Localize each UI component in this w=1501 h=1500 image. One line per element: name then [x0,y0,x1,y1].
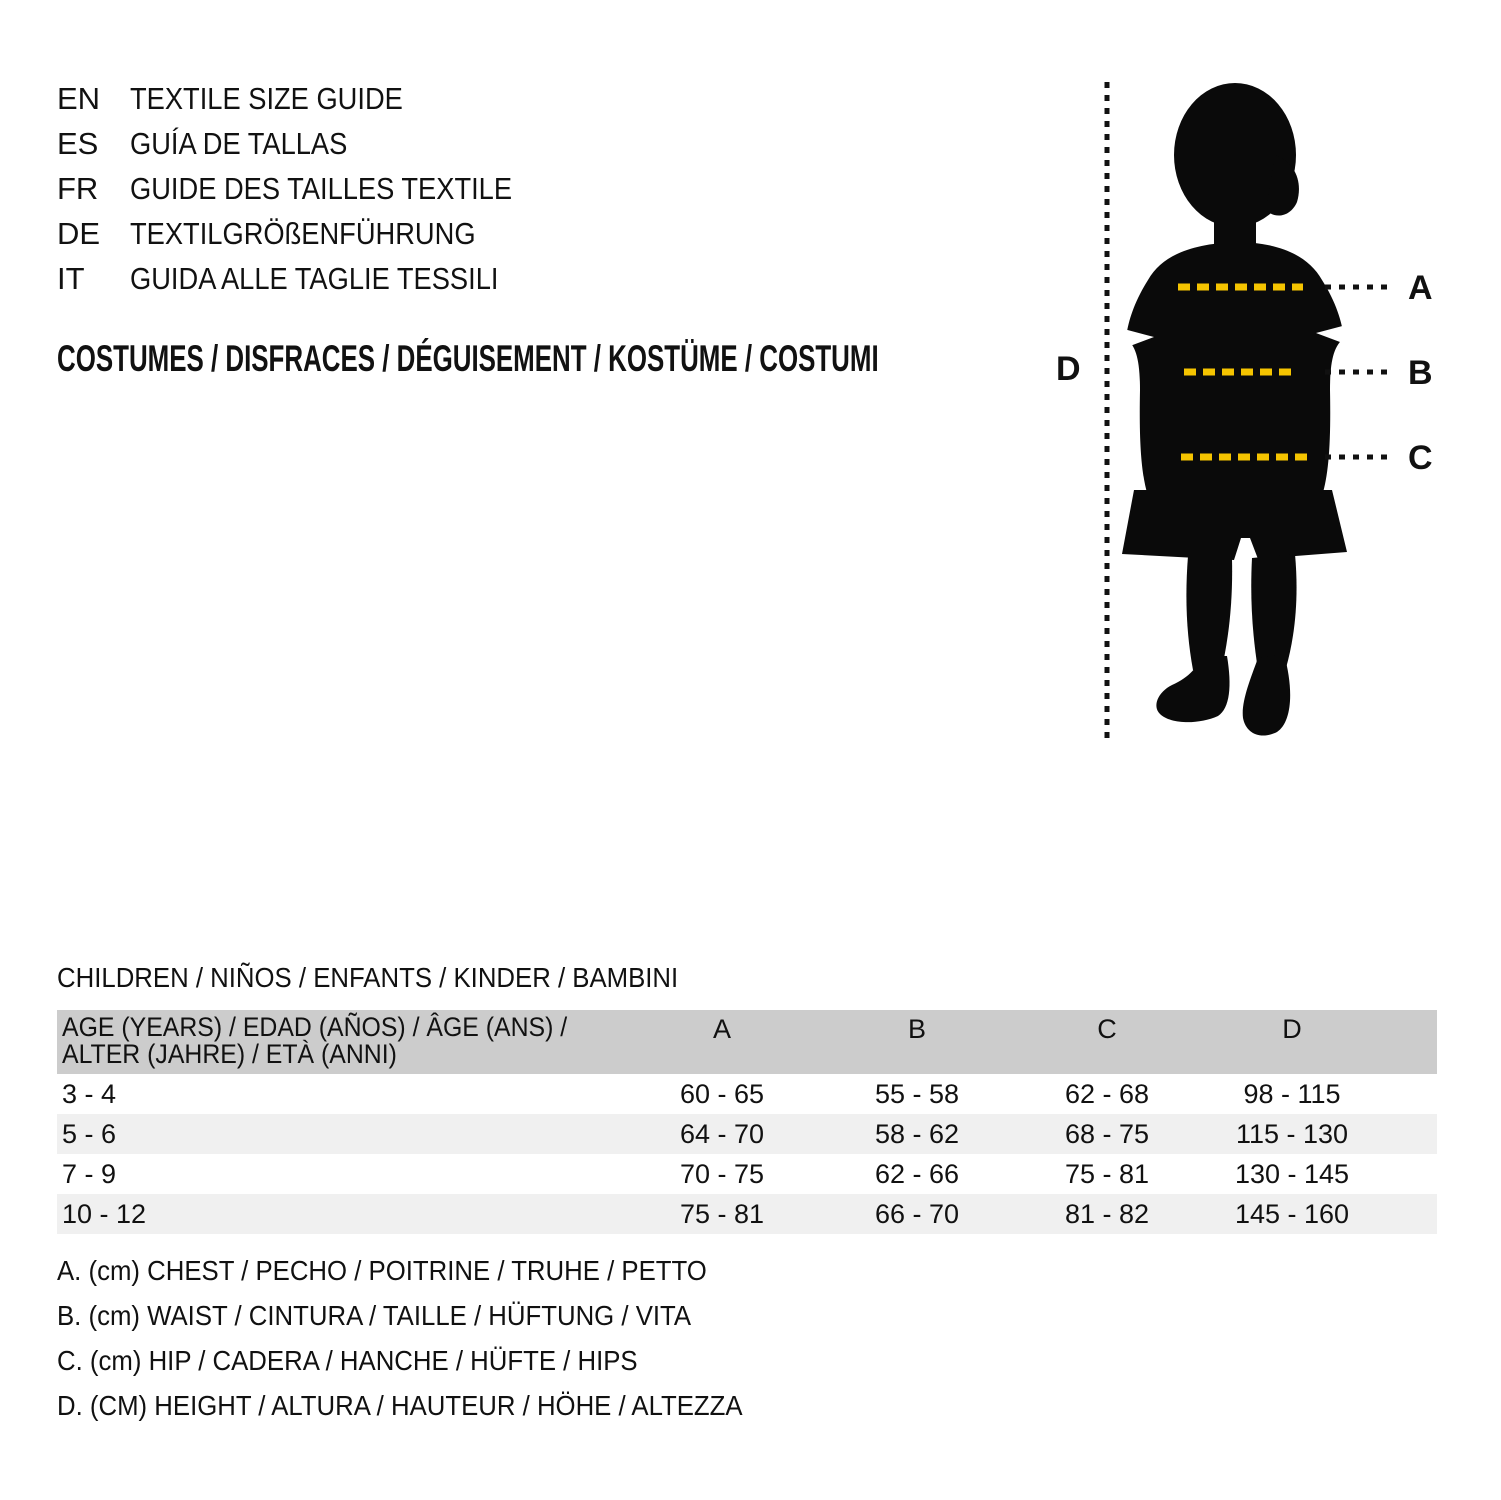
table-title [57,962,732,994]
column-header-c: C [1012,1010,1202,1074]
language-code-fr: FR [57,170,99,206]
chest-cell: 70 - 75 [679,1158,765,1189]
legend-row-height [57,1383,802,1428]
language-label-es: GUÍA DE TALLAS [130,125,348,161]
hip-label-c: C [1408,439,1433,477]
waist-cell: 66 - 70 [822,1194,1012,1234]
legend-hip-text: C. (cm) HIP / CADERA / HANCHE / HÜFTE / HIPS [57,1344,638,1376]
language-label-it: GUIDA ALLE TAGLIE TESSILI [130,260,499,296]
measurement-legend [57,1248,802,1428]
legend-row-waist [57,1293,802,1338]
table-row [57,1194,1437,1234]
row-spacer [1382,1154,1437,1194]
hip-cell: 68 - 75 [1012,1114,1202,1154]
waist-cell: 62 - 66 [874,1158,960,1189]
legend-row-hip [57,1338,802,1383]
table-row [57,1114,1437,1154]
language-list [57,76,564,301]
child-silhouette [1120,83,1350,736]
hip-cell: 81 - 82 [1012,1194,1202,1234]
table-row [57,1074,1437,1114]
measurement-figure [1020,60,1500,760]
category-headline-text: COSTUMES / DISFRACES / DÉGUISEMENT / KOSTÜME / COSTUMI [57,338,879,379]
row-spacer [1382,1194,1437,1234]
age-cell: 7 - 9 [62,1158,117,1189]
chest-cell: 64 - 70 [622,1114,822,1154]
silhouette-shorts [1122,490,1347,560]
waist-cell: 58 - 62 [822,1114,1012,1154]
age-cell: 3 - 4 [62,1078,117,1109]
legend-row-chest [57,1248,802,1293]
children-size-table [57,1010,1437,1234]
language-row-de [57,211,564,256]
age-cell: 5 - 6 [57,1114,622,1154]
silhouette-right-shoe [1243,654,1290,736]
legend-waist-text: B. (cm) WAIST / CINTURA / TAILLE / HÜFTUNG / VITA [57,1299,692,1331]
header-spacer [1382,1010,1437,1074]
language-code-de: DE [57,215,101,251]
language-row-en [57,76,564,121]
column-header-d: D [1202,1010,1382,1074]
language-code-es: ES [57,125,99,161]
language-label-de: TEXTILGRÖßENFÜHRUNG [130,215,476,251]
waist-label-b: B [1408,354,1433,392]
table-header-row [57,1010,1437,1074]
height-cell: 98 - 115 [1243,1078,1341,1109]
table-row [57,1154,1437,1194]
waist-cell: 55 - 58 [874,1078,960,1109]
language-row-es [57,121,564,166]
age-header-line1: AGE (YEARS) / EDAD (AÑOS) / ÂGE (ANS) / [62,1012,568,1042]
language-row-fr [57,166,564,211]
language-row-it [57,256,564,301]
hip-cell: 62 - 68 [1064,1078,1150,1109]
table-title-text: CHILDREN / NIÑOS / ENFANTS / KINDER / BAMBINI [57,962,679,993]
chest-label-a: A [1408,269,1433,307]
height-label-d: D [1056,350,1081,388]
hip-cell: 75 - 81 [1064,1158,1150,1189]
row-spacer [1382,1074,1437,1114]
height-cell: 115 - 130 [1202,1114,1382,1154]
age-header-line2: ALTER (JAHRE) / ETÀ (ANNI) [62,1039,397,1069]
legend-chest-text: A. (cm) CHEST / PECHO / POITRINE / TRUHE / PETTO [57,1254,707,1286]
column-header-a: A [622,1010,822,1074]
row-spacer [1382,1114,1437,1154]
chest-cell: 75 - 81 [622,1194,822,1234]
chest-cell: 60 - 65 [679,1078,765,1109]
language-label-en: TEXTILE SIZE GUIDE [130,80,403,116]
silhouette-right-leg [1251,554,1296,670]
height-cell: 130 - 145 [1234,1158,1350,1189]
legend-height-text: D. (CM) HEIGHT / ALTURA / HAUTEUR / HÖHE / ALTEZZA [57,1389,743,1421]
column-header-b: B [822,1010,1012,1074]
age-column-header [57,1010,622,1074]
age-cell: 10 - 12 [57,1194,622,1234]
language-code-en: EN [57,80,101,116]
silhouette-left-leg [1186,556,1232,672]
language-code-it: IT [57,260,85,296]
height-cell: 145 - 160 [1202,1194,1382,1234]
language-label-fr: GUIDE DES TAILLES TEXTILE [130,170,513,206]
silhouette-torso [1126,242,1344,496]
